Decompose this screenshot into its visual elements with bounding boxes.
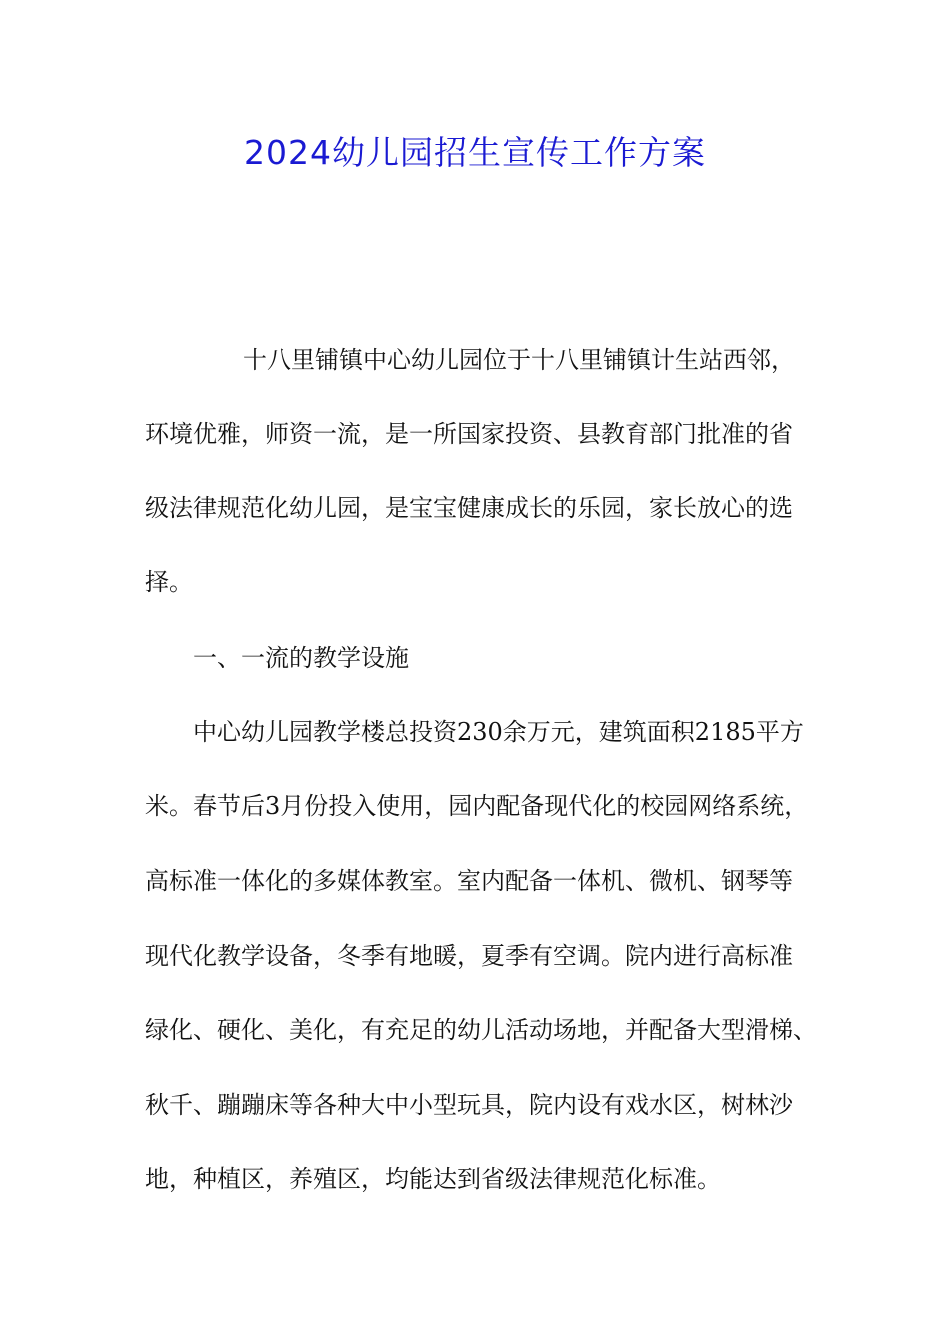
paragraph-line: 十八里铺镇中心幼儿园位于十八里铺镇计生站西邻， xyxy=(243,346,795,374)
paragraph-line: 秋千、蹦蹦床等各种大中小型玩具，院内设有戏水区，树林沙 xyxy=(145,1091,793,1119)
paragraph-line: 中心幼儿园教学楼总投资230余万元，建筑面积2185平方 xyxy=(193,718,804,746)
paragraph-line: 米。春节后3月份投入使用，园内配备现代化的校园网络系统， xyxy=(145,792,809,820)
paragraph-line: 择。 xyxy=(145,568,193,596)
paragraph-line: 高标准一体化的多媒体教室。室内配备一体机、微机、钢琴等 xyxy=(145,867,793,895)
paragraph-line: 环境优雅，师资一流，是一所国家投资、县教育部门批准的省 xyxy=(145,420,793,448)
section-heading: 一、一流的教学设施 xyxy=(193,644,409,672)
paragraph-line: 地，种植区，养殖区，均能达到省级法律规范化标准。 xyxy=(145,1165,721,1193)
paragraph-line: 绿化、硬化、美化，有充足的幼儿活动场地，并配备大型滑梯、 xyxy=(145,1016,817,1044)
document-title: 2024幼儿园招生宣传工作方案 xyxy=(244,133,706,172)
paragraph-line: 现代化教学设备，冬季有地暖，夏季有空调。院内进行高标准 xyxy=(145,942,793,970)
paragraph-line: 级法律规范化幼儿园，是宝宝健康成长的乐园，家长放心的选 xyxy=(145,494,793,522)
